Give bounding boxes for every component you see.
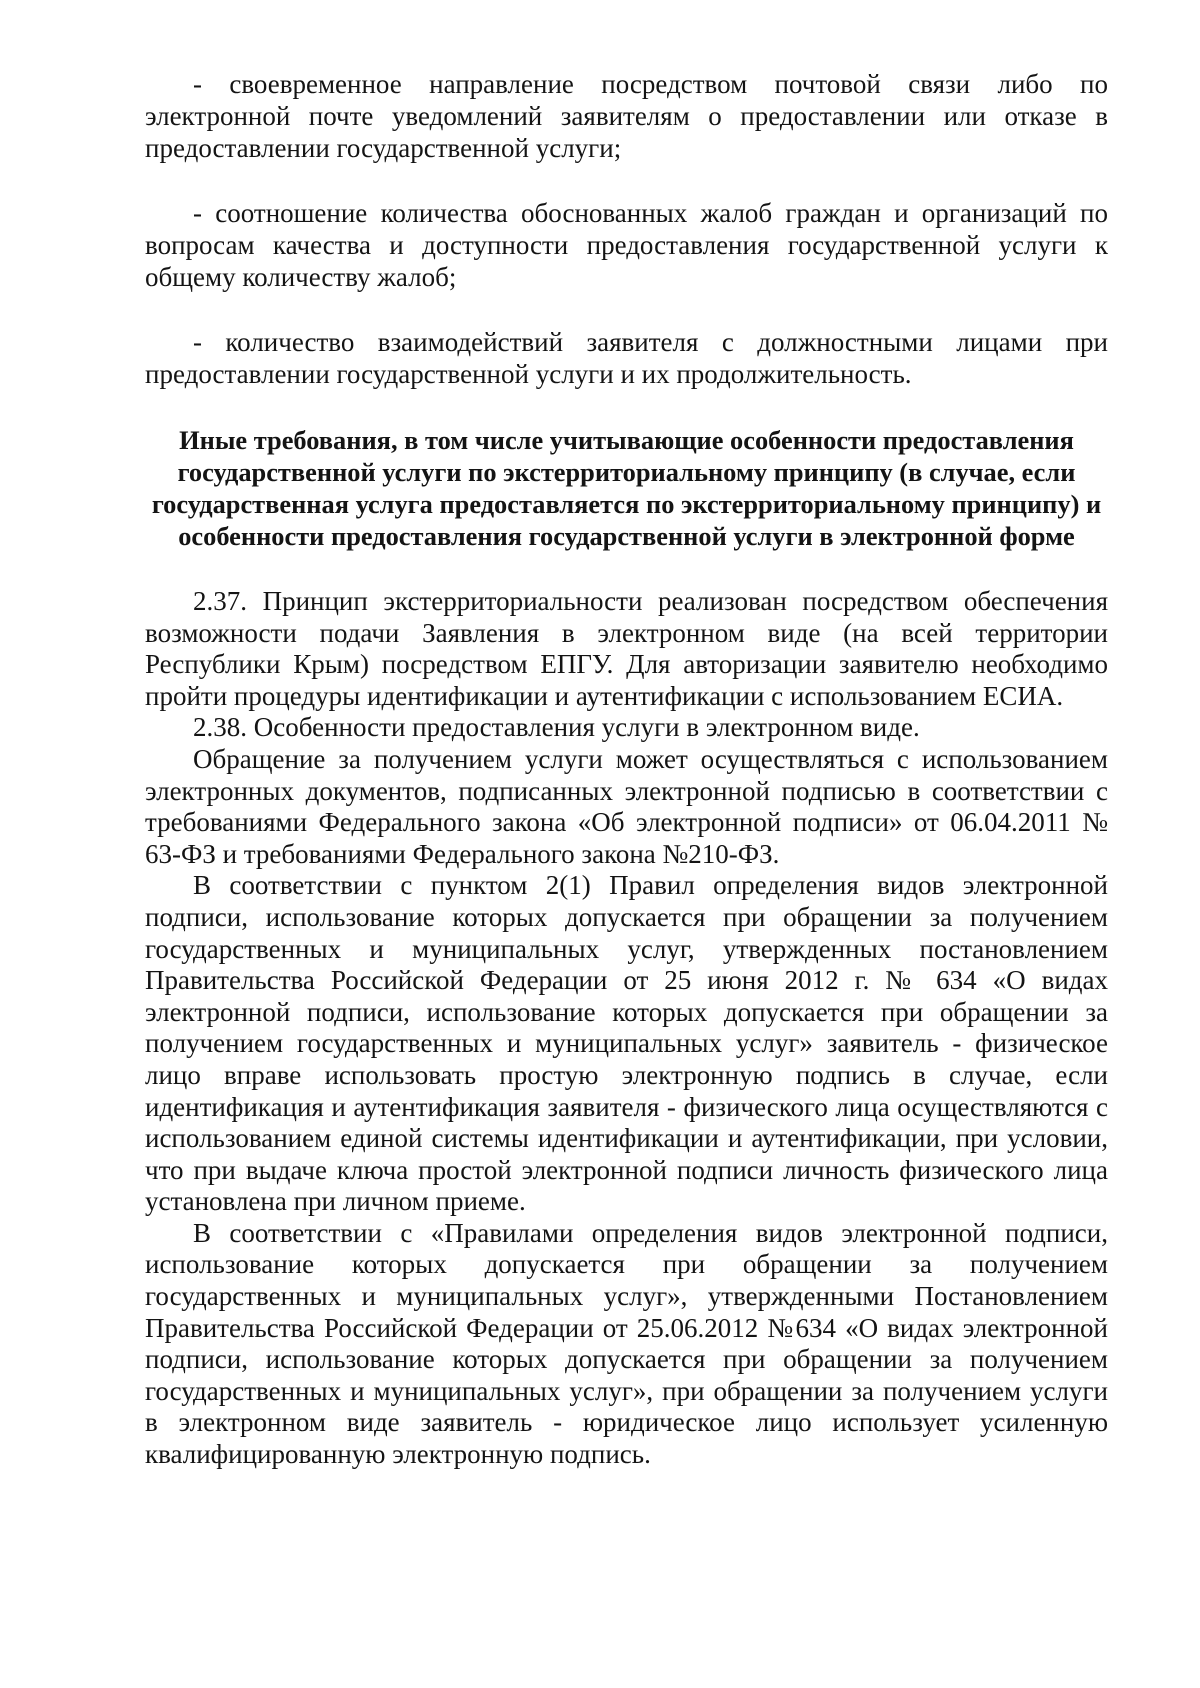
page-content <box>145 68 1108 1471</box>
paragraph-2-38: 2.38. Особенности предоставления услуги в электронном виде. <box>193 712 920 743</box>
paragraph-simple-signature: В соответствии с пунктом 2(1) Правил определения видов электронной подписи, использование которых допускается при обращении за получением государственных и муниципальных услуг, утвержденных постановлением Правительства Российской Федерации от 25 июня 2012 г. № 634 «О видах электронной подписи, использование которых допускается при обращении за получением государственных и муниципальных услуг» заявитель - физическое лицо вправе использовать простую электронную подпись в случае, если идентификация и аутентификация заявителя - физического лица осуществляются с использованием единой системы идентификации и аутентификации, при условии, что при выдаче ключа простой электронной подписи личность физического лица установлена при личном приеме. <box>145 870 1108 1217</box>
bullet-item-notifications: - своевременное направление посредством почтовой связи либо по электронной почте уведомлений заявителям о предоставлении или отказе в предоставлении государственной услуги; <box>145 69 1108 163</box>
paragraph-2-37: 2.37. Принцип экстерриториальности реализован посредством обеспечения возможности подачи Заявления в электронном виде (на всей территории Республики Крым) посредством ЕПГУ. Для авторизации заявителю необходимо пройти процедуры идентификации и аутентификации с использованием ЕСИА. <box>145 586 1108 711</box>
bullet-item-complaints-ratio: - соотношение количества обоснованных жалоб граждан и организаций по вопросам качества и доступности предоставления государственной услуги к общему количеству жалоб; <box>145 198 1108 292</box>
paragraph-qualified-signature: В соответствии с «Правилами определения видов электронной подписи, использование которых допускается при обращении за получением государственных и муниципальных услуг», утвержденными Постановлением Правительства Российской Федерации от 25.06.2012 №634 «О видах электронной подписи, использование которых допускается при обращении за получением государственных и муниципальных услуг», при обращении за получением услуги в электронном виде заявитель - юридическое лицо использует усиленную квалифицированную электронную подпись. <box>145 1217 1108 1470</box>
bullet-item-interactions: - количество взаимодействий заявителя с должностными лицами при предоставлении государственной услуги и их продолжительность. <box>145 327 1108 389</box>
section-heading: Иные требования, в том числе учитывающие особенности предоставления государственной услуги по экстерриториальному принципу (в случае, если государственная услуга предоставляется по экстерриториальному принципу) и особенности предоставления государственной услуги в электронной форме <box>151 425 1102 551</box>
paragraph-electronic-documents: Обращение за получением услуги может осуществляться с использованием электронных документов, подписанных электронной подписью в соответствии с требованиями Федерального закона «Об электронной подписи» от 06.04.2011 № 63-ФЗ и требованиями Федерального закона №210-ФЗ. <box>145 743 1108 869</box>
